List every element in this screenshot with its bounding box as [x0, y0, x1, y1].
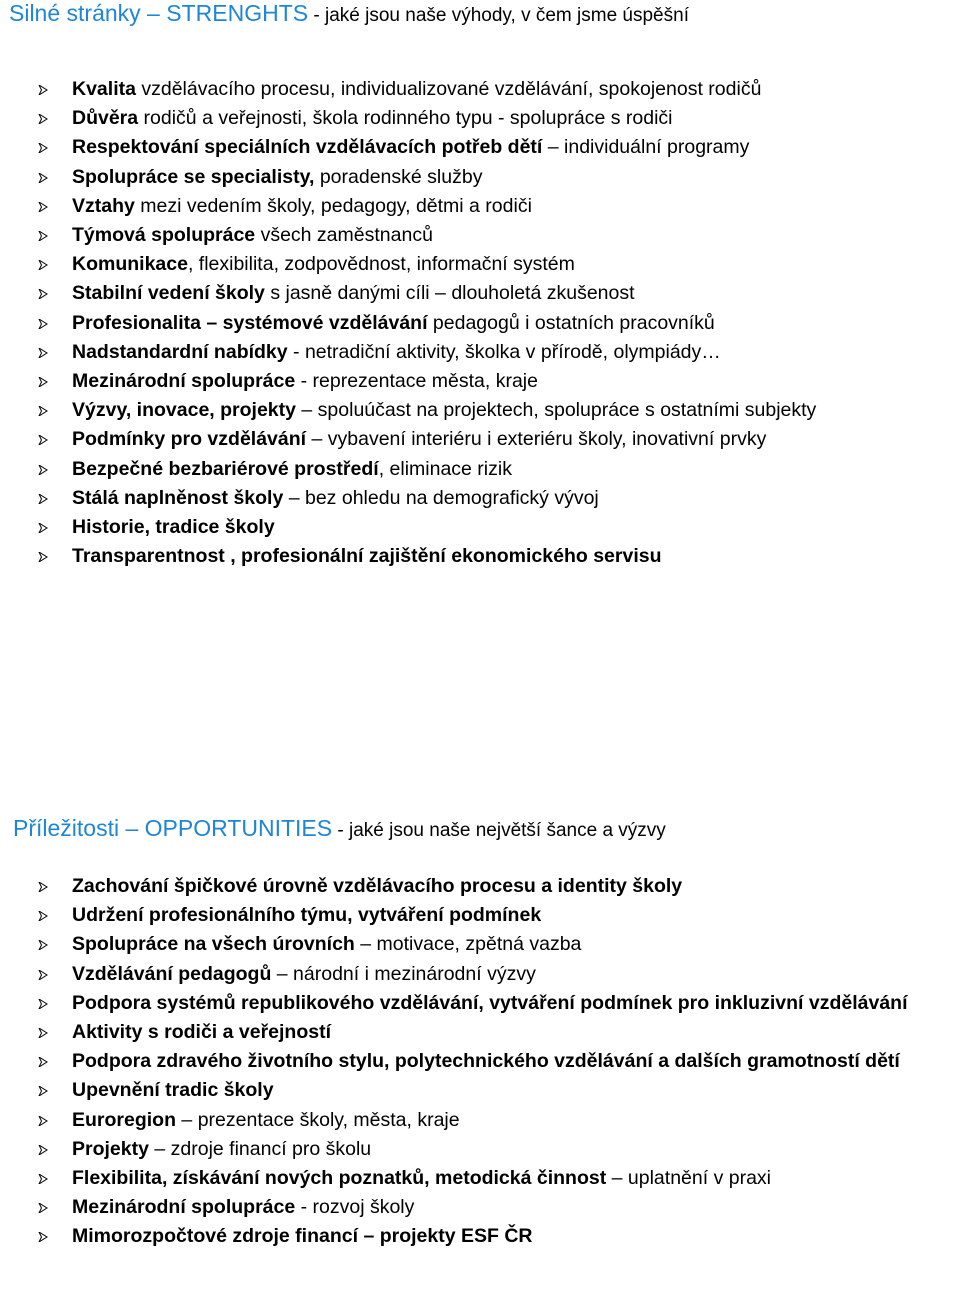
opportunities-title: Příležitosti – OPPORTUNITIES [13, 815, 333, 841]
arrow-bullet-icon [38, 85, 48, 95]
arrow-bullet-icon [38, 406, 48, 416]
item-bold-text: Transparentnost , profesionální zajištění ekonomického servisu [72, 545, 662, 568]
arrow-bullet-icon [38, 1232, 48, 1242]
item-bold-text: Euroregion [72, 1108, 177, 1131]
arrow-bullet-icon [38, 970, 48, 980]
list-item [38, 1047, 960, 1076]
list-item [38, 1018, 960, 1047]
list-item [38, 279, 960, 308]
item-bold-text: Mezinárodní spolupráce [72, 370, 296, 393]
item-bold-text: Vzdělávání pedagogů [72, 962, 272, 985]
arrow-bullet-icon [38, 114, 48, 124]
list-item [38, 1106, 960, 1135]
item-text: všech zaměstnanců [255, 224, 433, 247]
opportunities-subtitle: - jaké jsou naše největší šance a výzvy [337, 820, 666, 841]
item-text: - reprezentace města, kraje [295, 370, 538, 393]
arrow-bullet-icon [38, 289, 48, 299]
arrow-bullet-icon [38, 999, 48, 1009]
arrow-bullet-icon [38, 1174, 48, 1184]
item-text: – bez ohledu na demografický vývoj [283, 486, 599, 509]
arrow-bullet-icon [38, 882, 48, 892]
list-item [38, 901, 960, 930]
arrow-bullet-icon [38, 319, 48, 329]
item-bold-text: Podmínky pro vzdělávání [72, 428, 307, 451]
item-bold-text: Aktivity s rodiči a veřejností [72, 1021, 332, 1044]
item-bold-text: Týmová spolupráce [72, 224, 256, 247]
item-text: – prezentace školy, města, kraje [176, 1108, 460, 1131]
list-item [38, 872, 960, 901]
arrow-bullet-icon [38, 173, 48, 183]
list-item [38, 104, 960, 133]
list-item [38, 455, 960, 484]
item-bold-text: Flexibilita, získávání nových poznatků, metodická činnost [72, 1167, 607, 1190]
item-bold-text: Respektování speciálních vzdělávacích potřeb dětí [72, 136, 543, 159]
list-item [38, 425, 960, 454]
list-item [38, 250, 960, 279]
item-text: – zdroje financí pro školu [148, 1137, 372, 1160]
arrow-bullet-icon [38, 523, 48, 533]
item-bold-text: Důvěra [72, 107, 139, 130]
arrow-bullet-icon [38, 1057, 48, 1067]
item-text: , eliminace rizik [378, 457, 512, 480]
opportunities-heading [13, 815, 666, 842]
list-item [38, 1135, 960, 1164]
item-bold-text: Spolupráce se specialisty, [72, 165, 315, 188]
arrow-bullet-icon [38, 494, 48, 504]
strengths-heading [9, 0, 689, 27]
arrow-bullet-icon [38, 1086, 48, 1096]
list-item [38, 989, 960, 1018]
list-item [38, 338, 960, 367]
item-bold-text: Upevnění tradic školy [72, 1079, 274, 1102]
item-text: - netradiční aktivity, školka v přírodě, olympiády… [287, 340, 721, 363]
list-item [38, 1193, 960, 1222]
list-item [38, 930, 960, 959]
item-text: pedagogů i ostatních pracovníků [427, 311, 715, 334]
list-item [38, 221, 960, 250]
item-text: s jasně danými cíli – dlouholetá zkušenost [264, 282, 635, 305]
item-text: – národní i mezinárodní výzvy [271, 962, 536, 985]
list-item [38, 1076, 960, 1105]
item-text: – spoluúčast na projektech, spolupráce s ostatními subjekty [296, 399, 817, 422]
item-bold-text: Historie, tradice školy [72, 516, 275, 539]
item-bold-text: Udržení profesionálního týmu, vytváření podmínek [72, 904, 542, 927]
item-text: – vybavení interiéru i exteriéru školy, inovativní prvky [306, 428, 767, 451]
arrow-bullet-icon [38, 1145, 48, 1155]
item-bold-text: Stabilní vedení školy [72, 282, 265, 305]
arrow-bullet-icon [38, 465, 48, 475]
arrow-bullet-icon [38, 1116, 48, 1126]
item-bold-text: Zachování špičkové úrovně vzdělávacího procesu a identity školy [72, 875, 683, 897]
list-item [38, 309, 960, 338]
item-text: mezi vedením školy, pedagogy, dětmi a rodiči [134, 194, 532, 217]
arrow-bullet-icon [38, 348, 48, 358]
list-item [38, 513, 960, 542]
item-bold-text: Mezinárodní spolupráce [72, 1196, 296, 1219]
arrow-bullet-icon [38, 377, 48, 387]
list-item [38, 484, 960, 513]
item-text: – uplatnění v praxi [606, 1167, 772, 1190]
item-text: – individuální programy [542, 136, 750, 159]
strengths-title: Silné stránky – STRENGHTS [9, 0, 309, 26]
arrow-bullet-icon [38, 940, 48, 950]
list-item [38, 367, 960, 396]
item-bold-text: Výzvy, inovace, projekty [72, 399, 296, 422]
item-bold-text: Stálá naplněnost školy [72, 486, 284, 509]
item-bold-text: Mimorozpočtové zdroje financí – projekty ESF ČR [72, 1225, 533, 1248]
list-item [38, 1222, 960, 1251]
strengths-subtitle: - jaké jsou naše výhody, v čem jsme úspěšní [313, 5, 689, 26]
item-text: - rozvoj školy [295, 1196, 415, 1219]
list-item [38, 163, 960, 192]
arrow-bullet-icon [38, 231, 48, 241]
item-bold-text: Projekty [72, 1137, 149, 1160]
item-bold-text: Vztahy [72, 194, 135, 217]
arrow-bullet-icon [38, 1203, 48, 1213]
arrow-bullet-icon [38, 435, 48, 445]
item-bold-text: Profesionalita – systémové vzdělávání [72, 311, 428, 334]
item-text: rodičů a veřejnosti, škola rodinného typu - spolupráce s rodiči [138, 107, 673, 130]
list-item [38, 542, 960, 571]
item-bold-text: Podpora systémů republikového vzdělávání, vytváření podmínek pro inkluzivní vzdělávání [72, 991, 908, 1014]
list-item [38, 396, 960, 425]
list-item [38, 1164, 960, 1193]
list-item [38, 192, 960, 221]
item-text: poradenské služby [314, 165, 483, 188]
item-text: , flexibilita, zodpovědnost, informační systém [187, 253, 575, 276]
item-text: – motivace, zpětná vazba [354, 933, 582, 956]
item-bold-text: Bezpečné bezbariérové prostředí [72, 457, 379, 480]
list-item [38, 133, 960, 162]
arrow-bullet-icon [38, 202, 48, 212]
arrow-bullet-icon [38, 143, 48, 153]
arrow-bullet-icon [38, 911, 48, 921]
item-bold-text: Komunikace [72, 253, 188, 276]
opportunities-list [38, 872, 960, 1252]
item-text: vzdělávacího procesu, individualizované vzdělávání, spokojenost rodičů [135, 78, 762, 100]
list-item [38, 960, 960, 989]
strengths-list [38, 75, 960, 571]
item-bold-text: Podpora zdravého životního stylu, polytechnického vzdělávání a dalších gramotností dětí [72, 1050, 900, 1073]
arrow-bullet-icon [38, 552, 48, 562]
list-item [38, 75, 960, 104]
item-bold-text: Spolupráce na všech úrovních [72, 933, 355, 956]
item-bold-text: Nadstandardní nabídky [72, 340, 288, 363]
item-bold-text: Kvalita [72, 78, 136, 100]
arrow-bullet-icon [38, 1028, 48, 1038]
arrow-bullet-icon [38, 260, 48, 270]
